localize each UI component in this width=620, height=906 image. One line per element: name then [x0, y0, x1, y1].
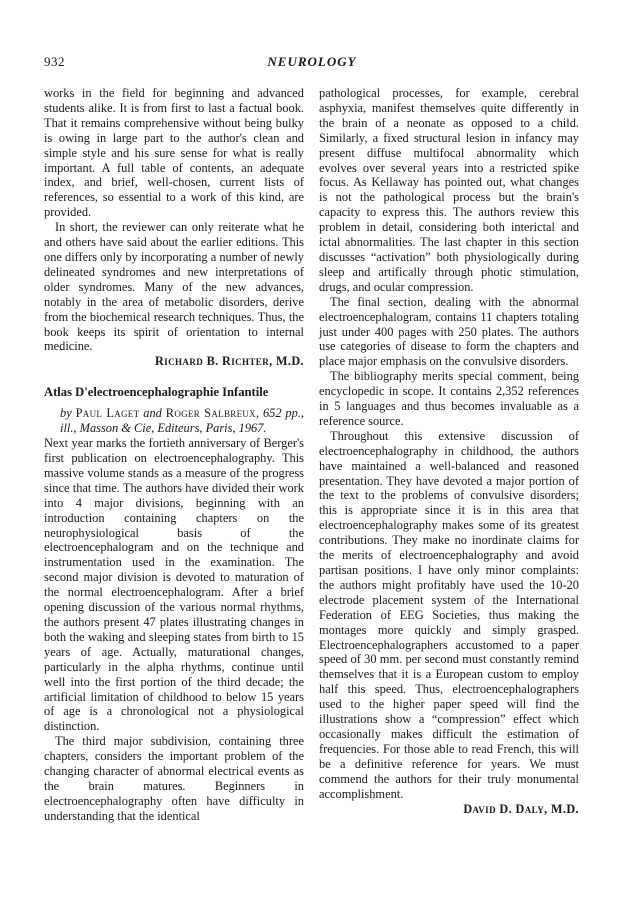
- paragraph: The bibliography merits special comment, being encyclopedic in scope. It contains 2,352 references in 5 languages and thus becomes invaluable as a reference source.: [319, 369, 579, 428]
- byline-and: and: [143, 406, 162, 421]
- paragraph: Throughout this extensive discussion of electroencephalography in childhood, the authors have maintained a well-balanced and reasoned presentation. They have devoted a major portion of the text to the problems of convulsive disorders; this is appropriate since it is in this area that electroencephalography makes some of its greatest contributions. They make no inordinate claims for the merits of electroencephalography and avoid partisan positions. I have only minor complaints: the authors might profitably have used the 10-20 electrode placement system of the International Federation of EEG Societies, thus making the montages more quickly and simply grasped. Electroencephalographers accustomed to a paper speed of 30 mm. per second must constantly remind themselves that it is a European custom to employ half this speed. Thus, electroencephalographers used to the higher paper speed will find the illustrations show a “compression” effect which occasionally makes difficult the estimation of frequencies. For those able to read French, this will be a definitive reference for years. We must commend the authors for their truly monumental accomplishment.: [319, 428, 579, 801]
- book-review-title: Atlas D'electroencephalographie Infantile: [44, 385, 269, 400]
- byline-publication-info: , 652 pp., ill., Masson & Cie, Editeurs, Paris, 1967.: [60, 406, 304, 436]
- paragraph: Next year marks the fortieth anniversary of Berger's first publication on electroencephalography. This massive volume stands as a measure of the progress since that time. The authors have divided their work into 4 major divisions, beginning with an introduction containing chapters on the neurophysiological basis of the electroencephalogram and on the technique and instrumentation used in the examination. The second major division is devoted to maturation of the normal electroencephalogram. After a brief opening discussion of the various normal rhythms, the authors present 47 plates illustrating changes in both the waking and sleeping states from birth to 15 years of age. Actually, maturational changes, particularly in the alpha rhythms, continue until well into the first portion of the third decade; the artificial limitation of childhood to below 15 years of age is a chronological not a physiological distinction.: [44, 436, 304, 734]
- byline-author: Paul Laget: [75, 406, 140, 421]
- reviewer-signature: David D. Daly, M.D.: [463, 801, 579, 816]
- journal-title: NEUROLOGY: [267, 54, 357, 69]
- paragraph: In short, the reviewer can only reiterate what he and others have said about the earlier editions. This one differs only by incorporating a number of newly delineated syndromes and new interpretations of older syndromes. Many of the new advances, notably in the area of metabolic disorders, derive from the biochemical research techniques. Thus, the book keeps its spirit of orientation to internal medicine.: [44, 220, 304, 354]
- paragraph: pathological processes, for example, cerebral asphyxia, manifest themselves quite differently in the brain of a neonate as opposed to a child. Similarly, a fixed structural lesion in infancy may present diffuse multifocal abnormality which evolves over several years into a restricted spike focus. As Kellaway has pointed out, what changes is not the pathological process but the brain's capacity to express this. The authors review this problem in detail, considering both interictal and ictal abnormalities. The last chapter in this section discusses “activation” both physiologically during sleep and artifically through photic stimulation, drugs, and ocular compression.: [319, 86, 579, 294]
- paragraph: works in the field for beginning and advanced students alike. It is from first to last a factual book. That it remains comprehensive without being bulky is owing in large part to the author's clean and simple style and his sure sense for what is really important. A full table of contents, an adequate index, and brief, well-chosen, current lists of references, so essential to a work of this kind, are provided.: [44, 86, 304, 220]
- left-column: [44, 86, 304, 824]
- byline-author: Roger Salbreux: [165, 406, 256, 421]
- book-byline: [44, 406, 304, 436]
- running-head: [44, 54, 580, 69]
- byline-by: by: [60, 406, 72, 421]
- reviewer-signature: Richard B. Richter, M.D.: [155, 354, 304, 369]
- right-column: [319, 86, 579, 824]
- page-number: 932: [44, 54, 65, 69]
- paragraph: The final section, dealing with the abnormal electroencephalogram, contains 11 chapters totaling just under 400 pages with 250 plates. The authors use categories of disease to form the chapters and place major emphasis on the convulsive disorders.: [319, 294, 579, 369]
- two-column-body: [44, 86, 580, 824]
- paragraph: The third major subdivision, containing three chapters, considers the important problem of the changing character of abnormal electrical events as the brain matures. Beginners in electroencephalography often have difficulty in understanding that the identical: [44, 734, 304, 823]
- running-head-left: [44, 54, 267, 69]
